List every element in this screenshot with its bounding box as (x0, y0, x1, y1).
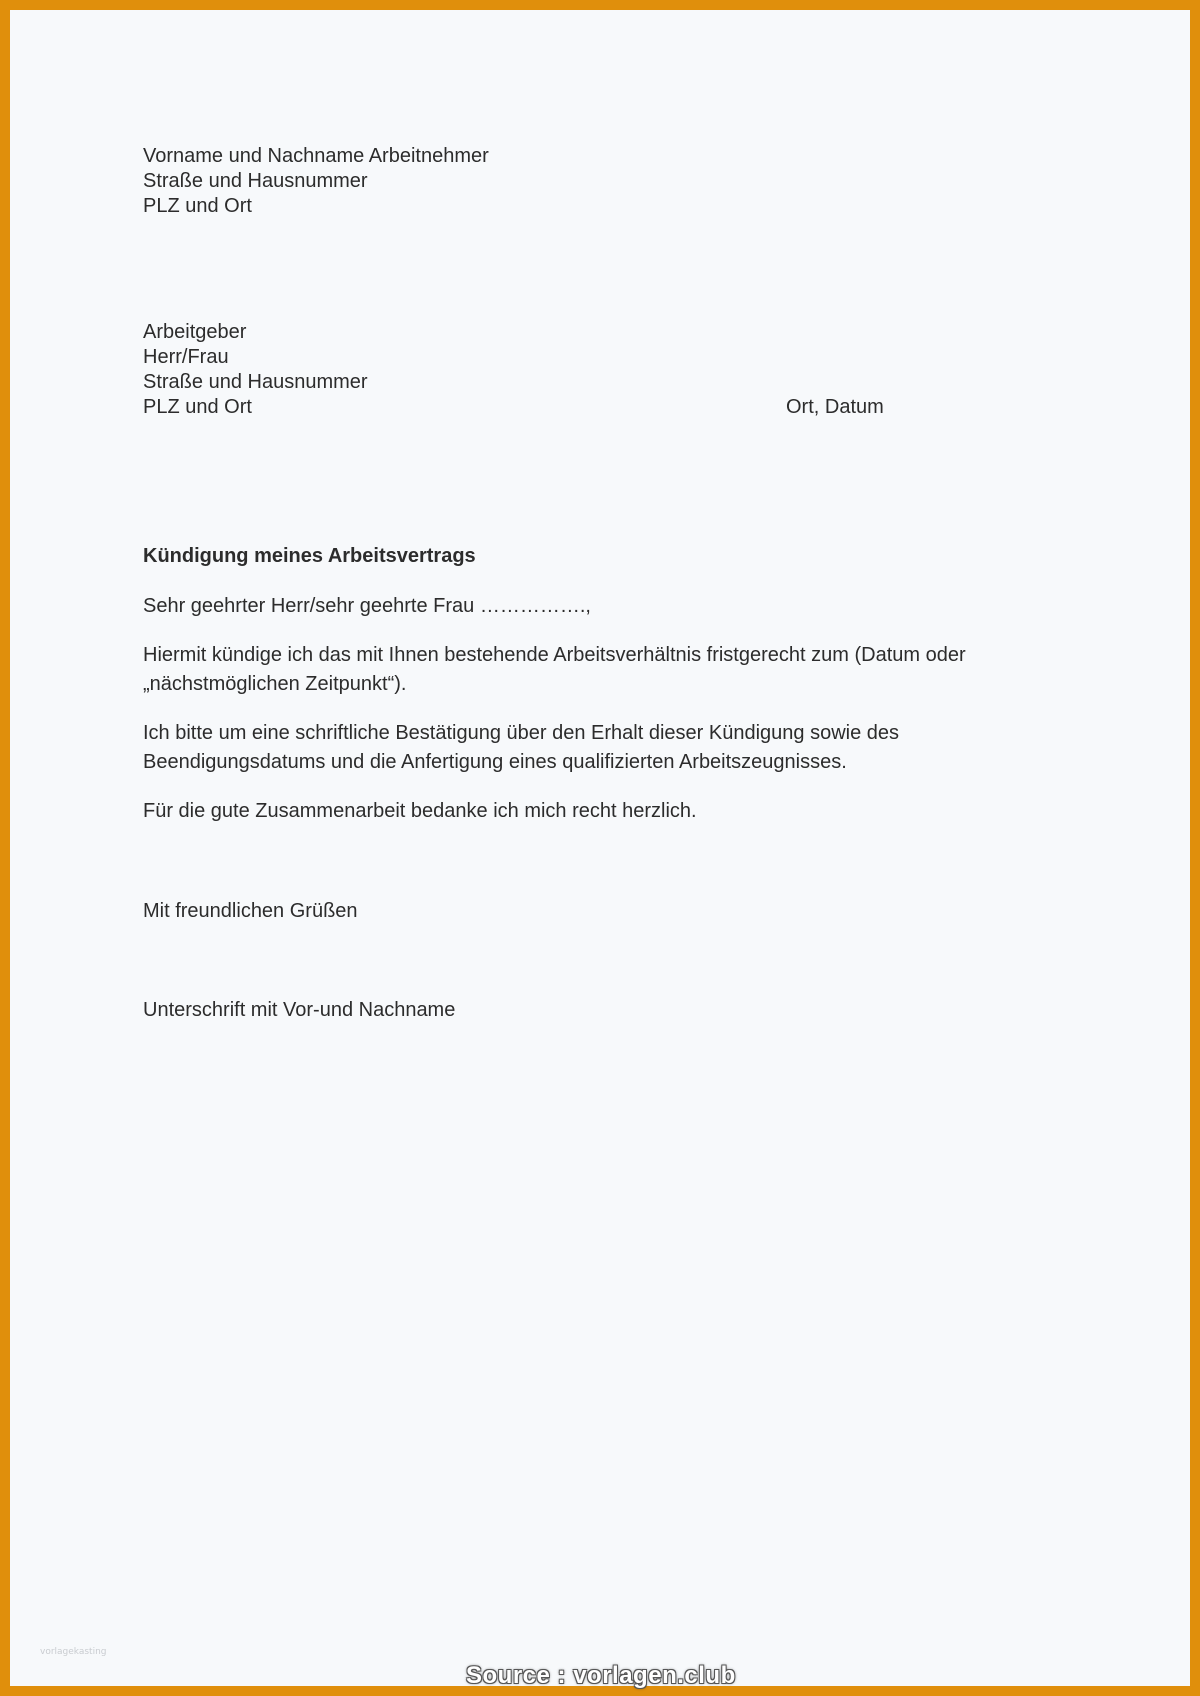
closing: Mit freundlichen Grüßen (143, 900, 358, 922)
paragraph-1-line-1: Hiermit kündige ich das mit Ihnen bestehende Arbeitsverhältnis fristgerecht zum (Datum oder (143, 644, 966, 666)
sender-street: Straße und Hausnummer (143, 170, 368, 192)
paragraph-1-line-2: „nächstmöglichen Zeitpunkt“). (143, 673, 407, 695)
recipient-company: Arbeitgeber (143, 321, 247, 343)
letter-page (10, 10, 1190, 1686)
signature-line: Unterschrift mit Vor-und Nachname (143, 999, 456, 1021)
paragraph-2-line-2: Beendigungsdatums und die Anfertigung eines qualifizierten Arbeitszeugnisses. (143, 751, 847, 773)
source-watermark: Source : vorlagen.club (466, 1662, 736, 1689)
letter-subject: Kündigung meines Arbeitsvertrags (143, 545, 476, 567)
paragraph-3-line-1: Für die gute Zusammenarbeit bedanke ich mich recht herzlich. (143, 800, 697, 822)
salutation: Sehr geehrter Herr/sehr geehrte Frau ……………., (143, 595, 591, 617)
recipient-street: Straße und Hausnummer (143, 371, 368, 393)
sender-name: Vorname und Nachname Arbeitnehmer (143, 145, 489, 167)
paragraph-2-line-1: Ich bitte um eine schriftliche Bestätigung über den Erhalt dieser Kündigung sowie des (143, 722, 900, 744)
place-date: Ort, Datum (786, 396, 884, 418)
recipient-city: PLZ und Ort (143, 396, 252, 418)
recipient-person: Herr/Frau (143, 346, 229, 368)
sender-city: PLZ und Ort (143, 195, 252, 217)
small-watermark: vorlagekasting (40, 1647, 107, 1657)
